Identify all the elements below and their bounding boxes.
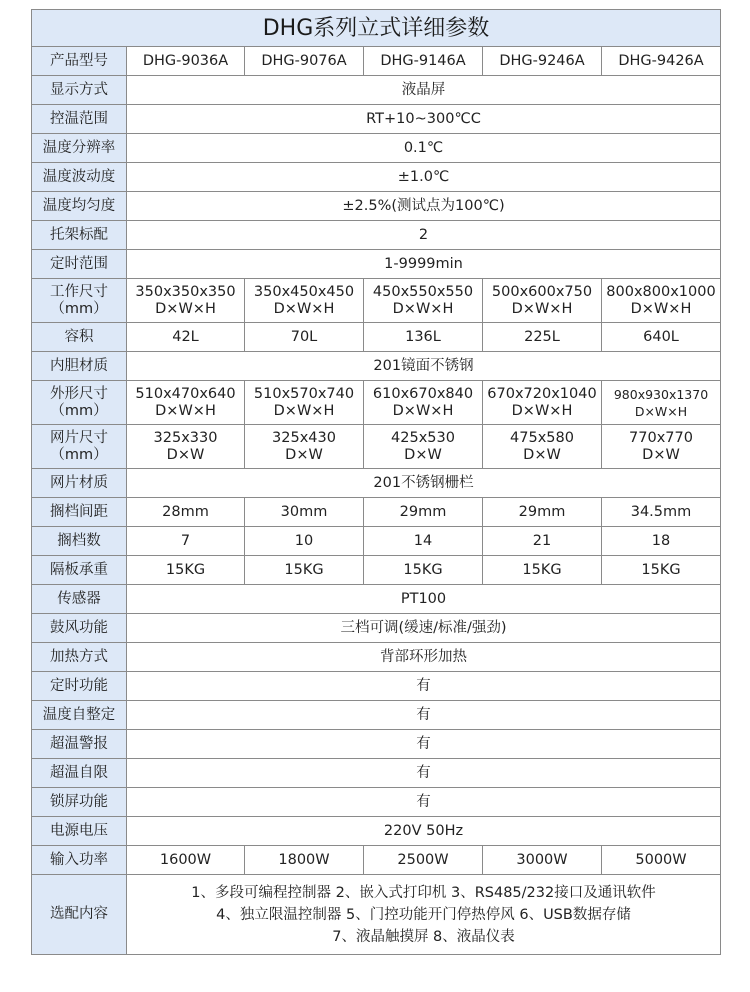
row-over-alarm xyxy=(32,730,721,759)
load-cell: 15KG xyxy=(602,556,721,585)
row-label: 容积 xyxy=(32,323,127,352)
row-label: 搁档数 xyxy=(32,527,127,556)
row-value: 220V 50Hz xyxy=(127,817,721,846)
row-label-unit: （mm） xyxy=(50,402,108,419)
spacing-cell: 34.5mm xyxy=(602,498,721,527)
count-cell: 7 xyxy=(127,527,245,556)
row-value: 有 xyxy=(127,672,721,701)
size-value: 325x430 xyxy=(272,429,336,446)
row-value: 有 xyxy=(127,788,721,817)
spec-table xyxy=(31,9,721,955)
row-mesh-material xyxy=(32,469,721,498)
row-blower xyxy=(32,614,721,643)
row-value: RT+10~300℃C xyxy=(127,105,721,134)
row-label: 显示方式 xyxy=(32,76,127,105)
option-line: 4、独立限温控制器 5、门控功能开门停热停风 6、USB数据存储 xyxy=(216,906,631,923)
size-value: 325x330 xyxy=(153,429,218,446)
row-value: ±2.5%(测试点为100℃) xyxy=(127,192,721,221)
row-outer-size xyxy=(32,381,721,425)
row-value: 2 xyxy=(127,221,721,250)
option-line: 1、多段可编程控制器 2、嵌入式打印机 3、RS485/232接口及通讯软件 xyxy=(191,884,656,901)
row-volume xyxy=(32,323,721,352)
row-label: 产品型号 xyxy=(32,47,127,76)
size-unit: D×W×H xyxy=(273,402,335,419)
model-cell: DHG-9426A xyxy=(602,47,721,76)
row-value: 1-9999min xyxy=(127,250,721,279)
size-value: 350x450x450 xyxy=(253,283,355,300)
row-self-tuning xyxy=(32,701,721,730)
spacing-cell: 29mm xyxy=(483,498,602,527)
row-value: PT100 xyxy=(127,585,721,614)
row-value: 背部环形加热 xyxy=(127,643,721,672)
load-cell: 15KG xyxy=(364,556,483,585)
size-unit: D×W×H xyxy=(273,300,335,317)
row-value: 0.1℃ xyxy=(127,134,721,163)
row-label: 托架标配 xyxy=(32,221,127,250)
size-unit: D×W×H xyxy=(155,402,216,419)
volume-cell: 70L xyxy=(245,323,364,352)
spacing-cell: 29mm xyxy=(364,498,483,527)
row-label: 选配内容 xyxy=(32,875,127,955)
row-label: 鼓风功能 xyxy=(32,614,127,643)
row-trays xyxy=(32,221,721,250)
size-value: 510x570x740 xyxy=(253,385,355,402)
spacing-cell: 30mm xyxy=(245,498,364,527)
power-cell: 3000W xyxy=(483,846,602,875)
row-label: 温度自整定 xyxy=(32,701,127,730)
row-over-limit xyxy=(32,759,721,788)
model-cell: DHG-9076A xyxy=(245,47,364,76)
load-cell: 15KG xyxy=(245,556,364,585)
size-unit: D×W×H xyxy=(634,403,688,419)
size-value: 610x670x840 xyxy=(372,385,474,402)
row-work-size xyxy=(32,279,721,323)
row-liner xyxy=(32,352,721,381)
row-timer-func xyxy=(32,672,721,701)
row-value: 有 xyxy=(127,701,721,730)
power-cell: 2500W xyxy=(364,846,483,875)
model-cell: DHG-9146A xyxy=(364,47,483,76)
row-label: 传感器 xyxy=(32,585,127,614)
row-label: 内胆材质 xyxy=(32,352,127,381)
model-cell: DHG-9246A xyxy=(483,47,602,76)
size-cell xyxy=(602,381,721,425)
size-value: 500x600x750 xyxy=(491,283,593,300)
size-value: 425x530 xyxy=(391,429,455,446)
load-cell: 15KG xyxy=(127,556,245,585)
volume-cell: 42L xyxy=(127,323,245,352)
row-mesh-size xyxy=(32,425,721,469)
row-heating xyxy=(32,643,721,672)
row-power xyxy=(32,817,721,846)
row-input-power xyxy=(32,846,721,875)
size-value: 800x800x1000 xyxy=(606,283,716,300)
row-lock xyxy=(32,788,721,817)
row-label xyxy=(32,279,127,323)
row-options xyxy=(32,875,721,955)
power-cell: 1800W xyxy=(245,846,364,875)
size-unit: D×W×H xyxy=(392,300,454,317)
row-resolution xyxy=(32,134,721,163)
row-value: 有 xyxy=(127,759,721,788)
size-unit: D×W xyxy=(285,446,323,463)
size-cell xyxy=(245,381,364,425)
size-unit: D×W xyxy=(523,446,561,463)
row-value: 201镜面不锈钢 xyxy=(127,352,721,381)
size-cell xyxy=(364,425,483,469)
size-cell xyxy=(483,425,602,469)
count-cell: 14 xyxy=(364,527,483,556)
load-cell: 15KG xyxy=(483,556,602,585)
table-title: DHG系列立式详细参数 xyxy=(32,10,721,47)
size-cell xyxy=(245,425,364,469)
size-unit: D×W xyxy=(404,446,442,463)
volume-cell: 136L xyxy=(364,323,483,352)
row-shelf-count xyxy=(32,527,721,556)
row-label: 超温警报 xyxy=(32,730,127,759)
row-value: 三档可调(缓速/标准/强劲) xyxy=(127,614,721,643)
size-cell xyxy=(602,279,721,323)
size-value: 350x350x350 xyxy=(135,283,236,300)
row-uniformity xyxy=(32,192,721,221)
size-cell xyxy=(127,381,245,425)
size-cell xyxy=(364,381,483,425)
row-label: 超温自限 xyxy=(32,759,127,788)
size-unit: D×W×H xyxy=(392,402,454,419)
row-label: 输入功率 xyxy=(32,846,127,875)
row-label: 定时范围 xyxy=(32,250,127,279)
row-label xyxy=(32,381,127,425)
size-cell xyxy=(483,381,602,425)
power-cell: 5000W xyxy=(602,846,721,875)
row-label-line: 外形尺寸 xyxy=(50,385,108,402)
size-cell xyxy=(127,279,245,323)
volume-cell: 640L xyxy=(602,323,721,352)
count-cell: 18 xyxy=(602,527,721,556)
size-unit: D×W×H xyxy=(511,402,573,419)
row-label-line: 网片尺寸 xyxy=(50,429,108,446)
row-label: 锁屏功能 xyxy=(32,788,127,817)
row-label: 控温范围 xyxy=(32,105,127,134)
size-cell xyxy=(364,279,483,323)
row-load xyxy=(32,556,721,585)
option-line: 7、液晶触摸屏 8、液晶仪表 xyxy=(332,928,515,945)
row-label: 隔板承重 xyxy=(32,556,127,585)
row-temp-range xyxy=(32,105,721,134)
size-cell xyxy=(245,279,364,323)
row-label: 搁档间距 xyxy=(32,498,127,527)
model-cell: DHG-9036A xyxy=(127,47,245,76)
size-unit: D×W×H xyxy=(630,300,692,317)
size-value: 450x550x550 xyxy=(372,283,474,300)
row-label: 电源电压 xyxy=(32,817,127,846)
row-label: 温度波动度 xyxy=(32,163,127,192)
row-label: 网片材质 xyxy=(32,469,127,498)
row-value: 液晶屏 xyxy=(127,76,721,105)
row-value: 201不锈钢栅栏 xyxy=(127,469,721,498)
row-label-line: 工作尺寸 xyxy=(50,283,108,300)
size-unit: D×W xyxy=(642,446,680,463)
row-fluctuation xyxy=(32,163,721,192)
size-cell xyxy=(483,279,602,323)
row-label-unit: （mm） xyxy=(50,300,108,317)
count-cell: 10 xyxy=(245,527,364,556)
row-label: 加热方式 xyxy=(32,643,127,672)
size-value: 475x580 xyxy=(510,429,574,446)
row-model xyxy=(32,47,721,76)
row-display xyxy=(32,76,721,105)
size-cell xyxy=(127,425,245,469)
row-timer-range xyxy=(32,250,721,279)
power-cell: 1600W xyxy=(127,846,245,875)
row-label: 温度分辨率 xyxy=(32,134,127,163)
row-value: ±1.0℃ xyxy=(127,163,721,192)
row-shelf-spacing xyxy=(32,498,721,527)
size-cell xyxy=(602,425,721,469)
volume-cell: 225L xyxy=(483,323,602,352)
row-label-unit: （mm） xyxy=(50,446,108,463)
row-label: 温度均匀度 xyxy=(32,192,127,221)
row-label xyxy=(32,425,127,469)
size-value: 770x770 xyxy=(629,429,693,446)
size-unit: D×W×H xyxy=(511,300,573,317)
size-unit: D×W×H xyxy=(155,300,216,317)
options-cell xyxy=(127,875,721,955)
size-value: 510x470x640 xyxy=(135,385,236,402)
size-value: 980x930x1370 xyxy=(613,386,709,402)
row-sensor xyxy=(32,585,721,614)
row-label: 定时功能 xyxy=(32,672,127,701)
size-unit: D×W xyxy=(166,446,205,463)
count-cell: 21 xyxy=(483,527,602,556)
row-value: 有 xyxy=(127,730,721,759)
spacing-cell: 28mm xyxy=(127,498,245,527)
size-value: 670x720x1040 xyxy=(487,385,597,402)
